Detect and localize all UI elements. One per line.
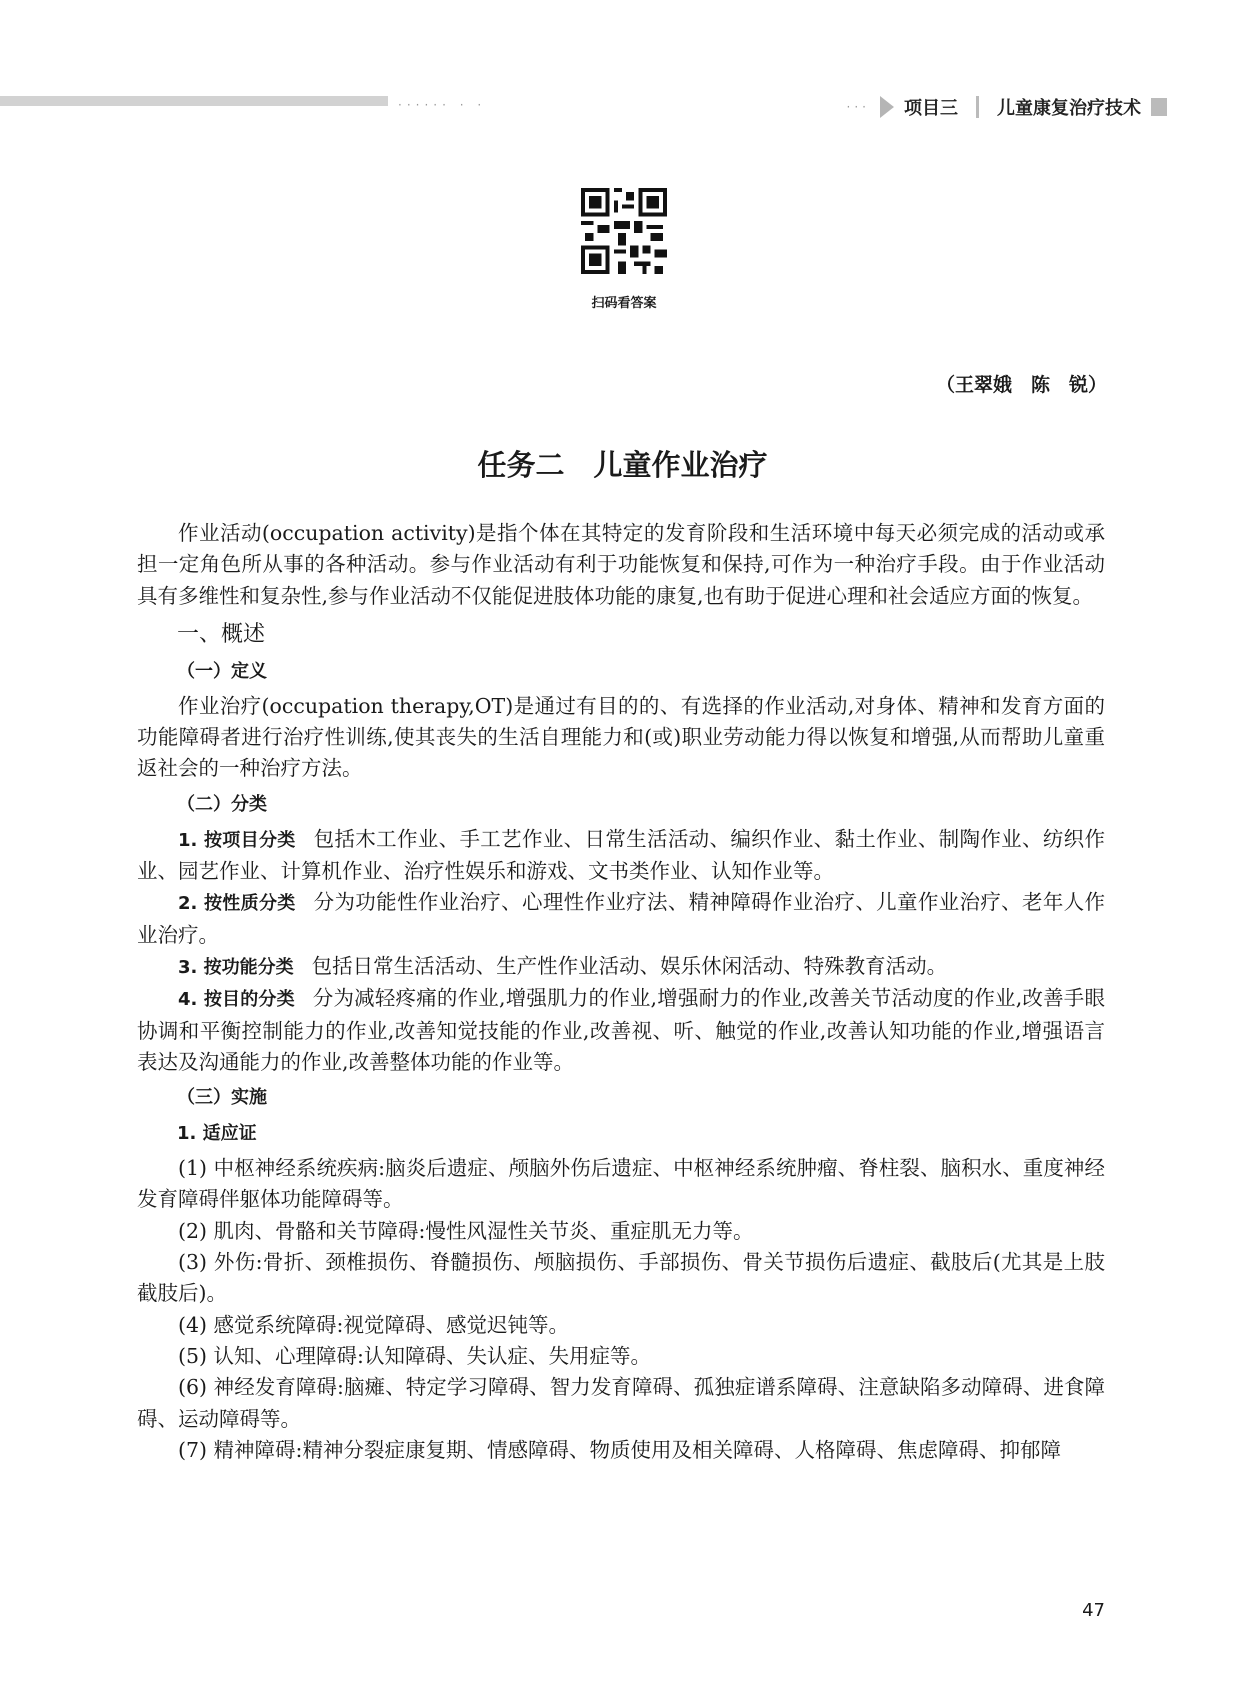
classification-label: 1. 按项目分类 <box>178 829 296 851</box>
classification-label: 3. 按功能分类 <box>178 956 294 978</box>
header-dots: ······ · · <box>398 98 487 112</box>
running-header <box>847 94 1167 120</box>
heading-indications: 1. 适应证 <box>177 1123 257 1145</box>
page-number: 47 <box>1082 1600 1105 1621</box>
definition-paragraph: 作业治疗(occupation therapy,OT)是通过有目的的、有选择的作业活动,对身体、精神和发育方面的功能障碍者进行治疗性训练,使其丧失的生活自理能力和(或)职业劳动能力得以恢复和增强,从而帮助儿童重返社会的一种治疗方法。 <box>137 693 1105 781</box>
classification-label: 4. 按目的分类 <box>178 989 295 1011</box>
heading-implementation: （三）实施 <box>177 1087 267 1109</box>
classification-item <box>137 983 1105 1078</box>
indication-item: (2) 肌肉、骨骼和关节障碍:慢性风湿性关节炎、重症肌无力等。 <box>178 1218 754 1243</box>
indication-item: (1) 中枢神经系统疾病:脑炎后遗症、颅脑外伤后遗症、中枢神经系统肿瘤、脊柱裂、脑积水、重度神经发育障碍伴躯体功能障碍等。 <box>137 1156 1105 1212</box>
body-text <box>137 518 1105 1466</box>
indication-item: (5) 认知、心理障碍:认知障碍、失认症、失用症等。 <box>178 1343 651 1368</box>
classification-item <box>137 951 1105 983</box>
classification-label: 2. 按性质分类 <box>178 893 296 915</box>
section-title: 任务二 儿童作业治疗 <box>477 448 768 482</box>
qr-code-icon <box>581 188 667 274</box>
header-bar <box>0 96 388 106</box>
header-dots-small: ··· <box>846 100 870 114</box>
classification-item <box>137 887 1105 951</box>
heading-definition: （一）定义 <box>177 660 267 682</box>
intro-paragraph: 作业活动(occupation activity)是指个体在其特定的发育阶段和生活环境中每天必须完成的活动或承担一定角色所从事的各种活动。参与作业活动有利于功能恢复和保持,可作为一种治疗手段。由于作业活动具有多维性和复杂性,参与作业活动不仅能促进肢体功能的康复,也有助于促进心理和社会适应方面的恢复。 <box>137 521 1105 608</box>
indication-item: (7) 精神障碍:精神分裂症康复期、情感障碍、物质使用及相关障碍、人格障碍、焦虑障碍、抑郁障 <box>178 1437 1061 1462</box>
indication-item: (4) 感觉系统障碍:视觉障碍、感觉迟钝等。 <box>178 1312 569 1337</box>
heading-classification: （二）分类 <box>177 793 267 815</box>
classification-text: 分为功能性作业治疗、心理性作业疗法、精神障碍作业治疗、儿童作业治疗、老年人作业治疗。 <box>137 890 1105 947</box>
header-chapter: 儿童康复治疗技术 <box>997 98 1141 119</box>
classification-text: 包括日常生活活动、生产性作业活动、娱乐休闲活动、特殊教育活动。 <box>311 953 948 978</box>
header-project: 项目三 <box>904 98 958 119</box>
indication-item: (3) 外伤:骨折、颈椎损伤、脊髓损伤、颅脑损伤、手部损伤、骨关节损伤后遗症、截肢后(尤其是上肢截肢后)。 <box>137 1250 1105 1306</box>
authors: （王翠娥 陈 锐） <box>935 374 1107 396</box>
classification-item <box>137 824 1105 888</box>
classification-text: 包括木工作业、手工艺作业、日常生活活动、编织作业、黏土作业、制陶作业、纺织作业、园艺作业、计算机作业、治疗性娱乐和游戏、文书类作业、认知作业等。 <box>137 826 1105 884</box>
heading-overview: 一、概述 <box>177 621 266 647</box>
qr-caption: 扫码看答案 <box>591 296 657 311</box>
header-square-icon <box>1151 98 1167 116</box>
header-divider <box>976 96 979 118</box>
arrow-icon <box>880 96 894 118</box>
indication-item: (6) 神经发育障碍:脑瘫、特定学习障碍、智力发育障碍、孤独症谱系障碍、注意缺陷多动障碍、进食障碍、运动障碍等。 <box>137 1375 1105 1431</box>
classification-text: 分为减轻疼痛的作业,增强肌力的作业,增强耐力的作业,改善关节活动度的作业,改善手眼协调和平衡控制能力的作业,改善知觉技能的作业,改善视、听、触觉的作业,改善认知功能的作业,增强语言表达及沟通能力的作业,改善整体功能的作业等。 <box>137 986 1105 1074</box>
